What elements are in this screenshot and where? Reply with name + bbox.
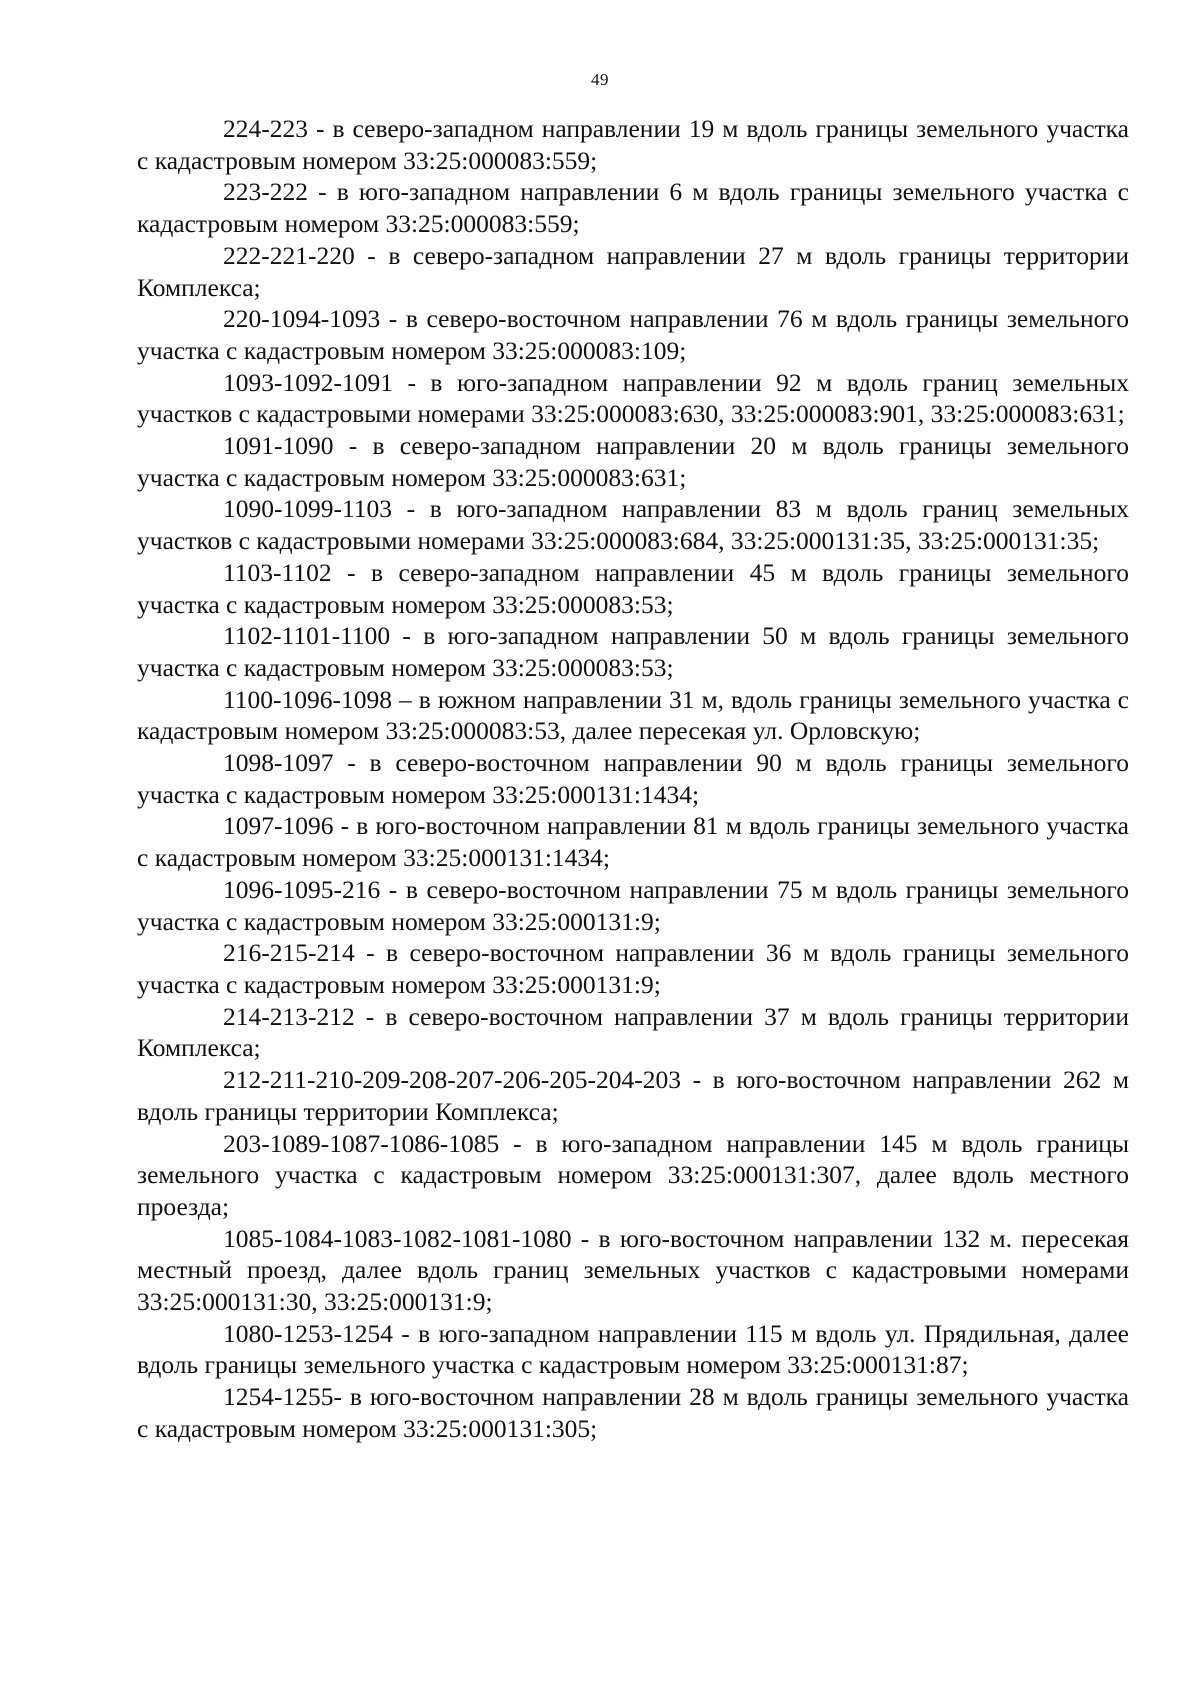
page-number: 49 [591,70,609,89]
boundary-segment-paragraph: 220-1094-1093 - в северо-восточном направлении 76 м вдоль границы земельного участка с кадастровым номером 33:25:000083:109; [137,304,1129,365]
boundary-segment-paragraph: 1096-1095-216 - в северо-восточном направлении 75 м вдоль границы земельного участка с кадастровым номером 33:25:000131:9; [137,874,1129,936]
boundary-segment-paragraph: 1102-1101-1100 - в юго-западном направлении 50 м вдоль границы земельного участка с кадастровым номером 33:25:000083:53; [137,621,1129,682]
boundary-segment-paragraph: 1080-1253-1254 - в юго-западном направлении 115 м вдоль ул. Прядильная, далее вдоль границы земельного участка с кадастровым номером 33:25:000131:87; [137,1318,1129,1380]
boundary-segment-paragraph: 1103-1102 - в северо-западном направлении 45 м вдоль границы земельного участка с кадастровым номером 33:25:000083:53; [137,557,1129,619]
boundary-segment-paragraph: 224-223 - в северо-западном направлении 19 м вдоль границы земельного участка с кадастровым номером 33:25:000083:559; [137,114,1129,175]
boundary-segment-paragraph: 1090-1099-1103 - в юго-западном направлении 83 м вдоль границ земельных участков с кадастровыми номерами 33:25:000083:684, 33:25:000131:35, 33:25:000131:35; [137,494,1129,556]
boundary-segment-paragraph: 1093-1092-1091 - в юго-западном направлении 92 м вдоль границ земельных участков с кадастровыми номерами 33:25:000083:630, 33:25:000083:901, 33:25:000083:631; [137,367,1129,429]
boundary-segment-paragraph: 222-221-220 - в северо-западном направлении 27 м вдоль границы территории Комплекса; [137,240,1129,302]
boundary-segment-paragraph: 1091-1090 - в северо-западном направлении 20 м вдоль границы земельного участка с кадастровым номером 33:25:000083:631; [137,431,1129,492]
boundary-segment-paragraph: 1254-1255- в юго-восточном направлении 28 м вдоль границы земельного участка с кадастровым номером 33:25:000131:305; [137,1382,1129,1443]
boundary-segment-paragraph: 1085-1084-1083-1082-1081-1080 - в юго-восточном направлении 132 м. пересекая местный проезд, далее вдоль границ земельных участков с кадастровыми номерами 33:25:000131:30, 33:25:000131:9; [137,1223,1129,1317]
document-body [137,113,1129,1445]
boundary-segment-paragraph: 214-213-212 - в северо-восточном направлении 37 м вдоль границы территории Комплекса; [137,1001,1129,1063]
boundary-segment-paragraph: 223-222 - в юго-западном направлении 6 м вдоль границы земельного участка с кадастровым номером 33:25:000083:559; [137,177,1129,239]
boundary-segment-paragraph: 1098-1097 - в северо-восточном направлении 90 м вдоль границы земельного участка с кадастровым номером 33:25:000131:1434; [137,748,1129,809]
boundary-segment-paragraph: 1097-1096 - в юго-восточном направлении 81 м вдоль границы земельного участка с кадастровым номером 33:25:000131:1434; [137,811,1129,873]
boundary-segment-paragraph: 1100-1096-1098 – в южном направлении 31 м, вдоль границы земельного участка с кадастровым номером 33:25:000083:53, далее пересекая ул. Орловскую; [137,684,1129,746]
boundary-segment-paragraph: 216-215-214 - в северо-восточном направлении 36 м вдоль границы земельного участка с кадастровым номером 33:25:000131:9; [137,938,1129,999]
boundary-segment-paragraph: 212-211-210-209-208-207-206-205-204-203 - в юго-восточном направлении 262 м вдоль границы территории Комплекса; [137,1065,1129,1126]
boundary-segment-paragraph: 203-1089-1087-1086-1085 - в юго-западном направлении 145 м вдоль границы земельного участка с кадастровым номером 33:25:000131:307, далее вдоль местного проезда; [137,1128,1129,1221]
